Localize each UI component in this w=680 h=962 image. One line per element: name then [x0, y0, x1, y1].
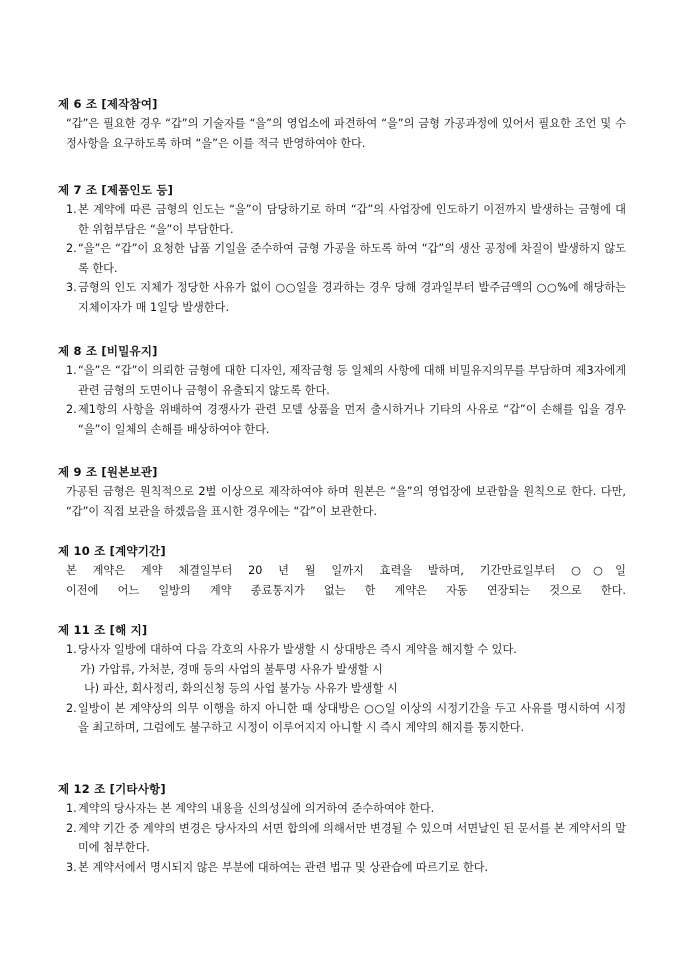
- article-10-line-1: 본 계약은 계약 체결일부터 20 년 월 일까지 효력을 발하며, 기간만료일부터 ○○일: [66, 564, 626, 577]
- article-8-item-2: [58, 400, 626, 439]
- item-text: “을”은 “갑”이 요청한 납품 기일을 준수하여 금형 가공을 하도록 하여 “갑”의 생산 공정에 차질이 발생하지 않도록 한다.: [78, 242, 626, 275]
- item-text: 금형의 인도 지체가 정당한 사유가 없이 ○○일을 경과하는 경우 당해 경과일부터 발주금액의 ○○%에 해당하는 지체이자가 매 1일당 발생한다.: [78, 281, 626, 314]
- item-text: 본 계약서에서 명시되지 않은 부분에 대하여는 관련 법규 및 상관습에 따르기로 한다.: [78, 860, 489, 874]
- article-12: [58, 779, 626, 877]
- article-9-body: 가공된 금형은 원칙적으로 2벌 이상으로 제작하여야 하며 원본은 “을”의 영업장에 보관함을 원칙으로 한다. 다만, “갑”이 직접 보관을 하겠음을 표시한 경우에는 “갑”이 보관한다.: [66, 485, 626, 518]
- article-8-title: 제 8 조 [비밀유지]: [58, 344, 158, 358]
- article-8: [58, 341, 626, 439]
- item-number: 3.: [66, 281, 77, 295]
- item-number: 2.: [66, 701, 77, 715]
- item-text: 본 계약에 따른 금형의 인도는 “을”이 담당하기로 하며 “갑”의 사업장에 인도하기 이전까지 발생하는 금형에 대한 위험부담은 “을”이 부담한다.: [78, 203, 626, 236]
- article-10: [58, 541, 626, 600]
- article-12-title: 제 12 조 [기타사항]: [58, 782, 166, 796]
- article-9: [58, 462, 626, 521]
- article-11-sub-1: 가) 가압류, 가처분, 경매 등의 사업의 불투명 사유가 발생할 시: [80, 662, 383, 676]
- item-number: 2.: [66, 242, 77, 256]
- article-11-item-2: [58, 699, 626, 738]
- article-12-item-2: [58, 819, 626, 858]
- item-text: “을”은 “갑”이 의뢰한 금형에 대한 디자인, 제작금형 등 일체의 사항에 대해 비밀유지의무를 부담하며 제3자에게 관련 금형의 도면이나 금형이 유출되지 않도록 한다.: [78, 364, 626, 397]
- article-6: [58, 94, 626, 153]
- article-8-item-1: [58, 361, 626, 400]
- article-7-item-1: [58, 200, 626, 239]
- article-7-item-2: [58, 239, 626, 278]
- item-text: 일방이 본 계약상의 의무 이행을 하지 아니한 때 상대방은 ○○일 이상의 시정기간을 두고 사유를 명시하여 시정을 최고하며, 그럼에도 불구하고 시정이 이루어지지 아니할 시 즉시 계약의 해지를 통지한다.: [78, 701, 626, 735]
- item-number: 3.: [66, 860, 77, 874]
- item-number: 1.: [66, 203, 77, 216]
- article-12-item-1: [58, 799, 626, 819]
- article-11-sub-2: 나) 파산, 회사정리, 화의신청 등의 사업 불가능 사유가 발생할 시: [84, 682, 398, 696]
- item-number: 1.: [66, 364, 77, 377]
- item-number: 1.: [66, 802, 77, 815]
- article-7: [58, 180, 626, 318]
- article-12-item-3: [58, 858, 626, 878]
- item-text: 계약 기간 중 계약의 변경은 당사자의 서면 합의에 의해서만 변경될 수 있으며 서면날인 된 문서를 본 계약서의 말미에 첨부한다.: [78, 821, 626, 855]
- item-text: 계약의 당사자는 본 계약의 내용을 신의성실에 의거하여 준수하여야 한다.: [78, 802, 435, 815]
- article-7-item-3: [58, 278, 626, 317]
- item-number: 1.: [66, 643, 77, 656]
- item-text: 당사자 일방에 대하여 다음 각호의 사유가 발생할 시 상대방은 즉시 계약을 해지할 수 있다.: [78, 643, 517, 656]
- item-text: 제1항의 사항을 위배하여 경쟁사가 관련 모델 상품을 먼저 출시하거나 기타의 사유로 “갑”이 손해를 입을 경우 “을”이 일체의 손해를 배상하여야 한다.: [78, 403, 626, 436]
- article-11: [58, 620, 626, 738]
- article-6-title: 제 6 조 [제작참여]: [58, 97, 158, 111]
- article-6-body: “갑”은 필요한 경우 “갑”의 기술자를 “을”의 영업소에 파견하여 “을”의 금형 가공과정에 있어서 필요한 조언 및 수정사항을 요구하도록 하며 “을”은 이를 적극 반영하여야 한다.: [66, 117, 626, 150]
- article-10-title: 제 10 조 [계약기간]: [58, 544, 166, 558]
- article-9-title: 제 9 조 [원본보관]: [58, 465, 158, 479]
- article-7-title: 제 7 조 [제품인도 등]: [58, 183, 174, 197]
- article-11-title: 제 11 조 [해 지]: [58, 623, 148, 637]
- item-number: 2.: [66, 821, 77, 835]
- article-10-line-2: 이전에 어느 일방의 계약 종료통지가 없는 한 계약은 자동 연장되는 것으로 한다.: [66, 583, 626, 597]
- article-11-item-1: [58, 640, 626, 660]
- item-number: 2.: [66, 403, 77, 417]
